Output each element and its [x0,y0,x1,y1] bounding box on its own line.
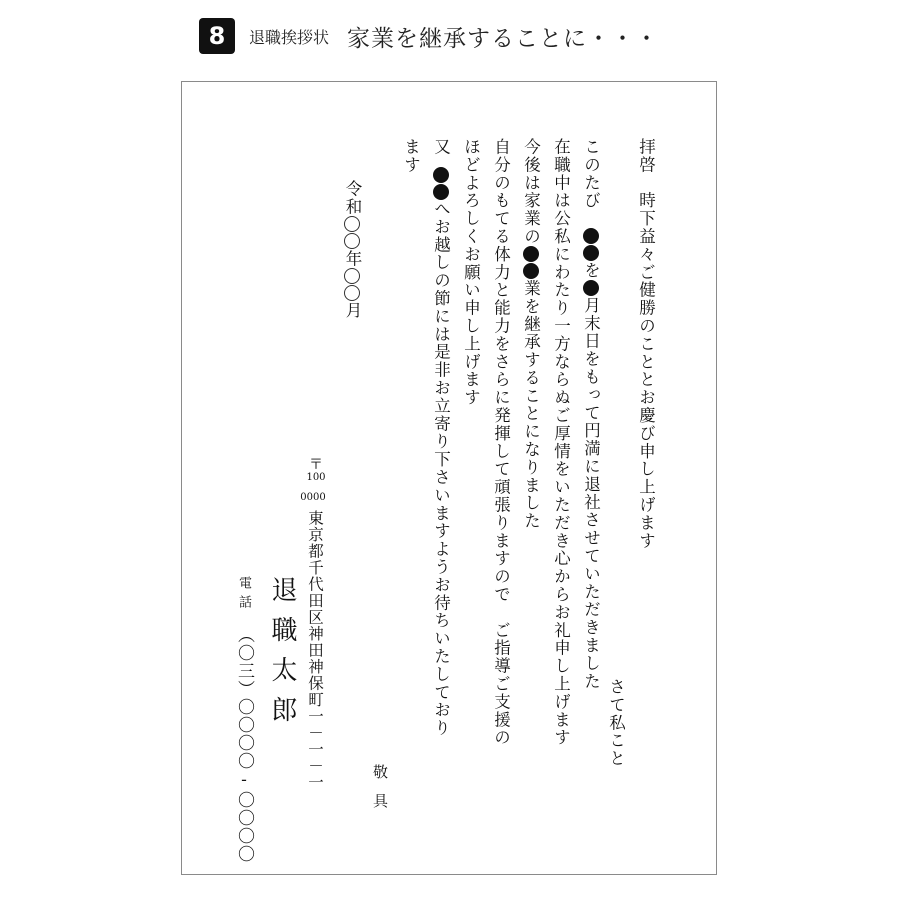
date-month: 月 [343,301,362,320]
letter-line-10: ます [401,138,421,174]
header [199,18,659,54]
line-5-part-b: 業を継承することになりました [521,279,541,531]
closing-keigu: 敬具 [371,764,389,822]
letter-line-6: 自分のもてる体力と能力をさらに発揮して頑張りますので ご指導ご支援の [491,138,511,747]
phone-label: 電話 [236,576,251,614]
letter-line-1: 拝啓 時下益々ご健勝のこととお慶び申し上げます [636,138,656,550]
sender-address: 東京都千代田区神田神保町一－一－一 [306,510,324,791]
date-line [340,180,364,320]
postal-code-2: 0000 [300,492,326,503]
letter-card [181,81,717,875]
postal-code-1: 100 [306,472,326,483]
postal-mark: 〒 [309,457,323,473]
sender-name: 退職太郎 [267,576,297,736]
placeholder-dot [523,263,539,279]
phone-number: （〇三）〇〇〇〇-〇〇〇〇 [234,626,254,863]
letter-line-8: 又 [431,138,451,156]
placeholder-dot [583,228,599,244]
letter-line-4: 在職中は公私にわたり一方ならぬご厚情をいただき心からお礼申し上げます [551,138,571,747]
line-5-part-a: 今後は家業の [521,138,541,246]
date-year: 年 [343,249,362,268]
placeholder-dot [583,280,599,296]
date-era: 令和 [343,180,362,216]
date-placeholder-circle [344,268,360,284]
letter-line-3 [582,138,599,690]
letter-line-2: さて私こと [606,678,626,768]
letter-line-5 [522,138,539,530]
category-label: 退職挨拶状 [249,27,330,47]
line-3-part-c: 月末日をもって円満に退社させていただきました [581,296,601,691]
placeholder-dot [583,245,599,261]
date-placeholder-circle [344,216,360,232]
line-3-part-a: このたび [581,138,601,228]
line-9-text: へお越しの節には是非お立寄り下さいますようお待ちいたしており [431,200,451,737]
placeholder-dot [433,184,449,200]
placeholder-dot [523,246,539,262]
placeholder-dot [433,167,449,183]
line-3-part-b: を [581,261,601,280]
date-placeholder-circle [344,233,360,249]
date-placeholder-circle [344,285,360,301]
page-title: 家業を継承することに・・・ [347,25,660,52]
number-badge: 8 [199,18,235,54]
letter-line-7: ほどよろしくお願い申し上げます [461,138,481,407]
letter-line-9 [432,166,449,737]
